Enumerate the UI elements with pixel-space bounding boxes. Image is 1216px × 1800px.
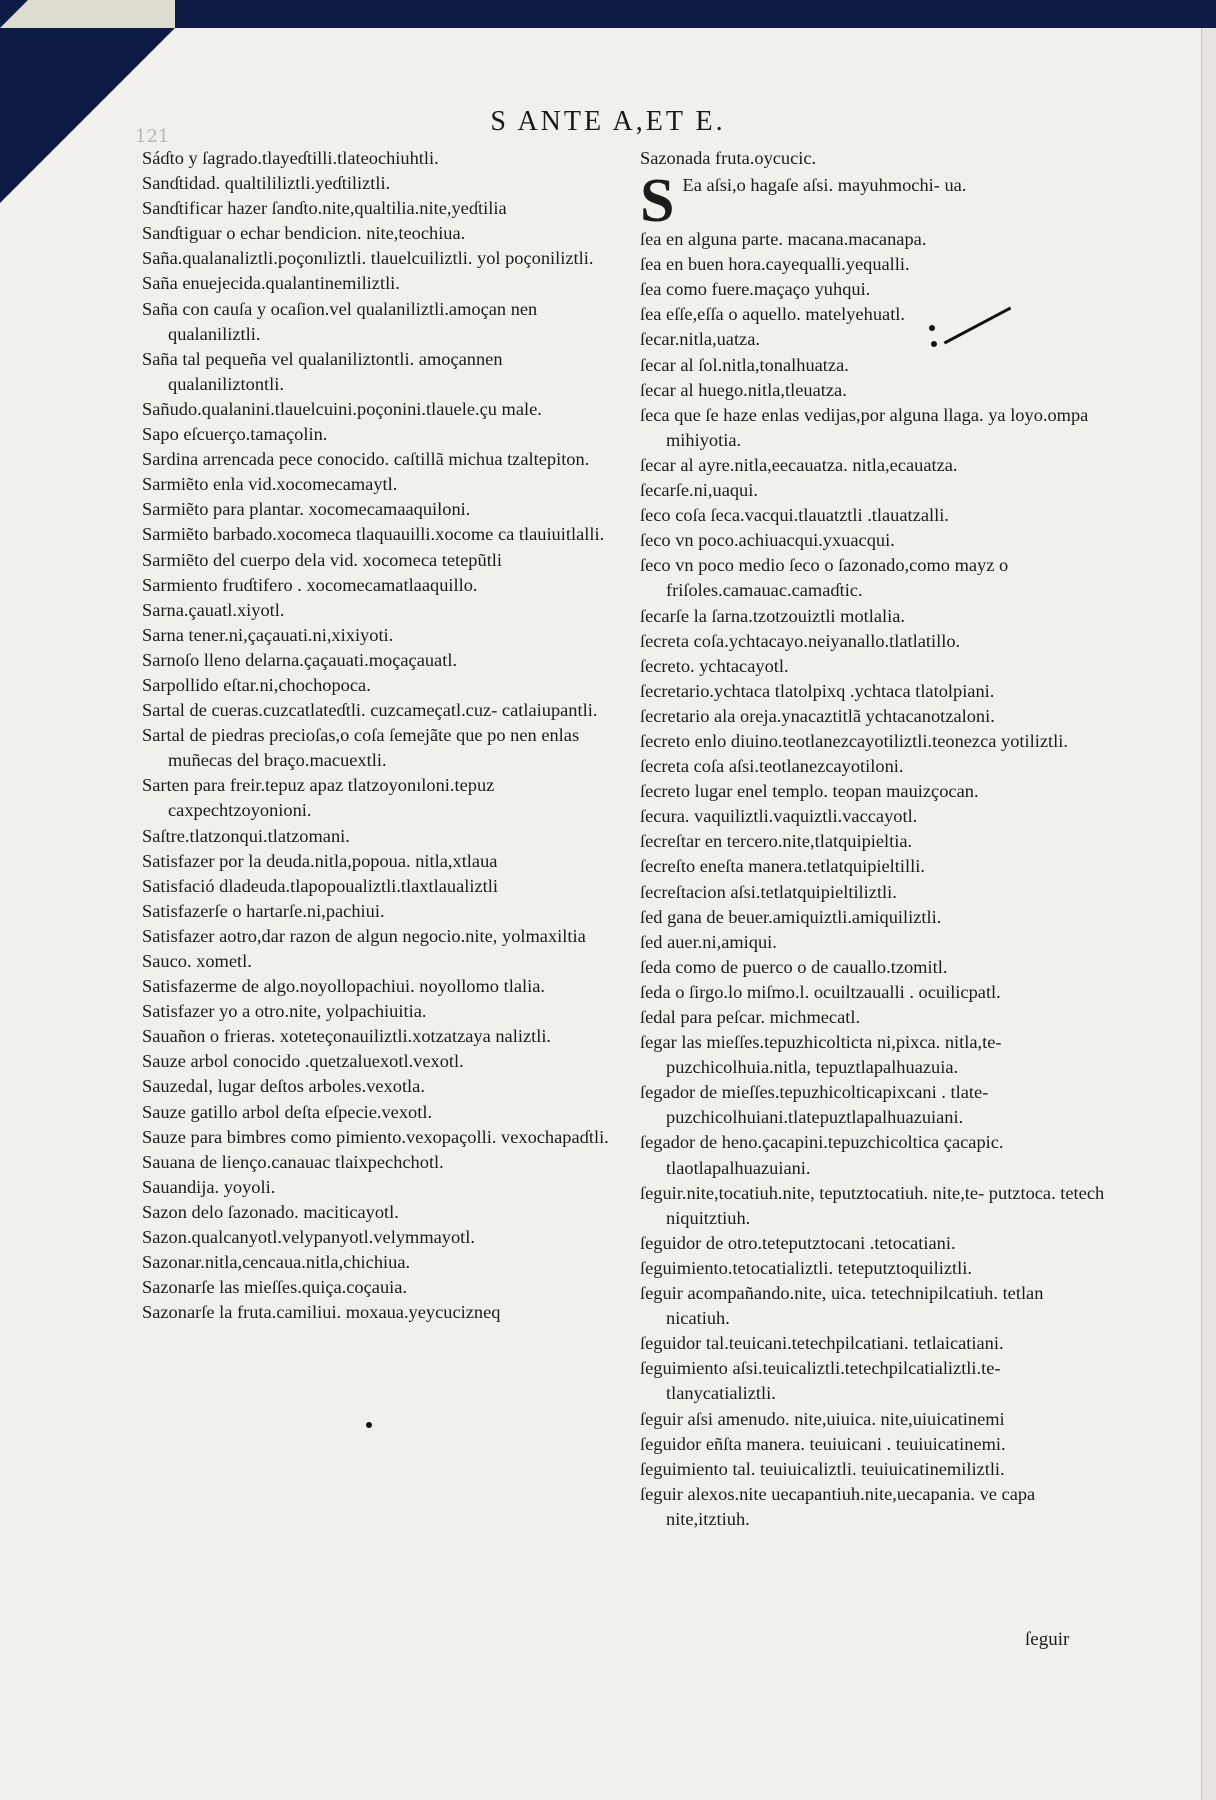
dictionary-entry: ſeguir aſsi amenudo. nite,uiuica. nite,uiuicatinemi bbox=[640, 1408, 1005, 1429]
dictionary-entry: Sardina arrencada pece conocido. caſtillã michua tzaltepiton. bbox=[142, 449, 590, 470]
dictionary-entry: Satisfazer yo a otro.nite, yolpachiuitia. bbox=[142, 1001, 427, 1022]
dictionary-entry: ſecreto lugar enel templo. teopan mauizçocan. bbox=[640, 781, 979, 802]
dictionary-entry: ſecarſe.ni,uaqui. bbox=[640, 480, 758, 501]
dictionary-entry: Sauco. xometl. bbox=[142, 951, 252, 971]
dropcap-entry bbox=[640, 167, 1110, 236]
right-column bbox=[640, 146, 1110, 1532]
dictionary-entry: Sanɗtiguar o echar bendicion. nite,teochiua. bbox=[142, 223, 466, 244]
dictionary-entry: Saſtre.tlatzonqui.tlatzomani. bbox=[142, 825, 350, 846]
dictionary-entry: Saña con cauſa y ocaſion.vel qualaniliztli.amoçan nen qualaniliztli. bbox=[142, 298, 538, 344]
dictionary-entry: ſed auer.ni,amiqui. bbox=[640, 931, 777, 952]
dictionary-entry: ſecretario ala oreja.ynacaztitlã ychtacanotzaloni. bbox=[640, 705, 995, 726]
dictionary-entry: Saña.qualanaliztli.poçonıliztli. tlauelcuiliztli. yol poçoniliztli. bbox=[142, 248, 594, 269]
dictionary-entry: ſegar las mieſſes.tepuzhicolticta ni,pixca. nitla,te- puzchicolhuia.nitla, tepuztlapalhuazuia. bbox=[640, 1032, 1002, 1078]
dictionary-entry: Satisfazerſe o hartarſe.ni,pachiui. bbox=[142, 900, 385, 921]
dictionary-entry: Sarten para freir.tepuz apaz tlatzoyonıloni.tepuz caxpechtzoyonioni. bbox=[142, 775, 495, 821]
dictionary-entry: Sazonarſe las mieſſes.quiça.coçauia. bbox=[142, 1277, 408, 1298]
dictionary-entry: Satisfazer por la deuda.nitla,popoua. nitla,xtlaua bbox=[142, 850, 498, 871]
dictionary-entry: Sarmiẽto barbado.xocomeca tlaquauilli.xocome ca tlauiuitlalli. bbox=[142, 524, 605, 545]
dictionary-entry: Sauandija. yoyoli. bbox=[142, 1176, 276, 1197]
dictionary-entry: ſea eſſe,eſſa o aquello. matelyehuatl. bbox=[640, 304, 906, 325]
dictionary-entry: ſeguir.nite,tocatiuh.nite, teputztocatiuh. nite,te- putztoca. tetech niquitztiuh. bbox=[640, 1182, 1105, 1228]
dictionary-entry: ſecreto enlo diuino.teotlanezcayotiliztli.teonezca yotiliztli. bbox=[640, 730, 1068, 751]
dictionary-entry: Sarmiento fruɗtifero . xocomecamatlaaquillo. bbox=[142, 574, 478, 595]
dictionary-entry: ſeco coſa ſeca.vacqui.tlauatztli .tlauatzalli. bbox=[640, 505, 949, 526]
dictionary-entry: Sarna tener.ni,çaçauati.ni,xixiyoti. bbox=[142, 624, 394, 645]
left-column bbox=[142, 146, 612, 1325]
dictionary-entry: Satisfació dladeuda.tlapopoualiztli.tlaxtlaualiztli bbox=[142, 875, 498, 896]
dictionary-entry: ſeda o ſirgo.lo miſmo.l. ocuiltzaualli . ocuilicpatl. bbox=[640, 981, 1001, 1002]
drop-cap: S bbox=[640, 167, 675, 236]
right-entries bbox=[640, 227, 1110, 1532]
dictionary-entry: Sazonarſe la fruta.camiliui. moxaua.yeycucizneq bbox=[142, 1302, 501, 1323]
dictionary-entry: ſegador de heno.çacapini.tepuzchicoltica çacapic. tlaotlapalhuazuiani. bbox=[640, 1132, 1004, 1178]
dictionary-entry: Saña tal pequeña vel qualaniliztontli. amoçannen qualaniliztontli. bbox=[142, 348, 503, 394]
dictionary-entry: ſea en buen hora.cayequalli.yequalli. bbox=[640, 254, 910, 275]
dictionary-entry: Sazon.qualcanyotl.velypanyotl.velymmayotl. bbox=[142, 1227, 475, 1248]
catchword: ſeguir bbox=[1025, 1629, 1070, 1650]
dictionary-entry: Sarna.çauatl.xiyotl. bbox=[142, 599, 285, 620]
dictionary-entry: Sáɗto y ſagrado.tlayeɗtilli.tlateochiuhtli. bbox=[142, 148, 439, 168]
dictionary-entry: ſecar al ſol.nitla,tonalhuatza. bbox=[640, 354, 849, 375]
dictionary-entry: Sanɗtidad. qualtililiztli.yeɗtiliztli. bbox=[142, 173, 391, 194]
dictionary-entry: Satisfazer aotro,dar razon de algun negocio.nite, yolmaxiltia bbox=[142, 925, 586, 946]
dictionary-entry: Sarmiẽto del cuerpo dela vid. xocomeca tetepũtli bbox=[142, 549, 503, 570]
dictionary-entry: ſecreſto eneſta manera.tetlatquipieltilli. bbox=[640, 856, 925, 877]
dictionary-entry: ſeguidor de otro.teteputztocani .tetocatiani. bbox=[640, 1232, 956, 1253]
dictionary-entry: Sauze arbol conocido .quetzaluexotl.vexotl. bbox=[142, 1051, 464, 1072]
dictionary-entry: ſecreta coſa aſsi.teotlanezcayotiloni. bbox=[640, 756, 904, 777]
dictionary-entry: Sarnoſo lleno delarna.çaçauati.moçaçauatl. bbox=[142, 649, 458, 670]
ink-dot bbox=[931, 341, 937, 347]
dictionary-entry: ſeguidor tal.teuicani.tetechpilcatiani. tetlaicatiani. bbox=[640, 1333, 1004, 1354]
dictionary-entry: ſecar al huego.nitla,tleuatza. bbox=[640, 379, 847, 400]
dictionary-entry: ſecreta coſa.ychtacayo.neiyanallo.tlatlatillo. bbox=[640, 630, 961, 651]
running-header: S ANTE A,ET E. bbox=[490, 106, 726, 137]
dictionary-entry: Ea aſsi,o hagaſe aſsi. mayuhmochi- ua. bbox=[682, 175, 967, 196]
dictionary-entry: ſecreto. ychtacayotl. bbox=[640, 655, 789, 676]
book-page bbox=[0, 28, 1216, 1800]
dictionary-entry: ſecar.nitla,uatza. bbox=[640, 329, 760, 350]
dictionary-entry: ſecreſtacion aſsi.tetlatquipieltiliztli. bbox=[640, 881, 897, 902]
page-edge bbox=[1201, 28, 1216, 1800]
dictionary-entry: ſeco vn poco medio ſeco o ſazonado,como mayz o friſoles.camauac.camaɗtic. bbox=[640, 555, 1009, 601]
ink-dot bbox=[366, 1422, 372, 1428]
dictionary-entry: Sartal de piedras precioſas,o coſa ſemejãte que po nen enlas muñecas del braço.macuextli. bbox=[142, 725, 580, 771]
dictionary-entry: ſeguidor eñſta manera. teuiuicani . teuiuicatinemi. bbox=[640, 1433, 1006, 1454]
dictionary-entry: Sarmiẽto para plantar. xocomecamaaquiloni. bbox=[142, 499, 471, 520]
dictionary-entry: ſed gana de beuer.amiquiztli.amiquiliztli. bbox=[640, 906, 942, 927]
dictionary-entry: ſea en alguna parte. macana.macanapa. bbox=[640, 229, 927, 250]
dictionary-entry: Sauze para bimbres como pimiento.vexopaçolli. vexochapaɗtli. bbox=[142, 1126, 609, 1147]
dictionary-entry: Satisfazerme de algo.noyollopachiui. noyollomo tlalia. bbox=[142, 976, 545, 997]
dictionary-entry: ſeca que ſe haze enlas vedijas,por alguna llaga. ya loyo.ompa mihiyotia. bbox=[640, 404, 1089, 450]
dictionary-entry: ſea como fuere.maçaço yuhqui. bbox=[640, 279, 871, 300]
dictionary-entry: Sarpollido eſtar.ni,chochopoca. bbox=[142, 674, 371, 695]
dictionary-entry: Saña enuejecida.qualantinemiliztli. bbox=[142, 273, 400, 294]
dictionary-entry: Sauze gatillo arbol deſta eſpecie.vexotl. bbox=[142, 1101, 433, 1122]
dictionary-entry: Sapo eſcuerço.tamaçolin. bbox=[142, 424, 328, 445]
dictionary-entry: Sarmiẽto enla vid.xocomecamaytl. bbox=[142, 474, 398, 495]
dictionary-entry: ſeco vn poco.achiuacqui.yxuacqui. bbox=[640, 530, 895, 551]
dictionary-entry: ſeda como de puerco o de cauallo.tzomitl. bbox=[640, 956, 948, 977]
dictionary-entry: ſecretario.ychtaca tlatolpixq .ychtaca tlatolpiani. bbox=[640, 680, 995, 701]
dictionary-entry: ſecreſtar en tercero.nite,tlatquipieltia. bbox=[640, 831, 913, 852]
folded-corner bbox=[0, 0, 175, 28]
dictionary-entry: Sazon delo ſazonado. maciticayotl. bbox=[142, 1201, 399, 1222]
dictionary-entry: ſecar al ayre.nitla,eecauatza. nitla,ecauatza. bbox=[640, 454, 958, 475]
leaf-number: 121 bbox=[135, 126, 170, 147]
dictionary-entry: ſeguimiento aſsi.teuicaliztli.tetechpilcatializtli.te- tlanycatializtli. bbox=[640, 1358, 1001, 1404]
dictionary-entry: ſecarſe la ſarna.tzotzouiztli motlalia. bbox=[640, 605, 906, 626]
dictionary-entry: Sauañon o frieras. xoteteçonauiliztli.xotzatzaya naliztli. bbox=[142, 1026, 552, 1047]
dictionary-entry: Sartal de cueras.cuzcatlateɗtli. cuzcameçatl.cuz- catlaiupantli. bbox=[142, 700, 598, 721]
dictionary-entry: Sañudo.qualanini.tlauelcuini.poçonini.tlauele.çu male. bbox=[142, 398, 542, 419]
dictionary-entry: Sauana de lienço.canauac tlaixpechchotl. bbox=[142, 1151, 444, 1172]
dictionary-entry: Sazonar.nitla,cencaua.nitla,chichiua. bbox=[142, 1252, 411, 1273]
dictionary-entry: ſedal para peſcar. michmecatl. bbox=[640, 1007, 861, 1027]
dictionary-entry: ſeguimiento tal. teuiuicaliztli. teuiuicatinemiliztli. bbox=[640, 1458, 1005, 1479]
ink-dot bbox=[929, 325, 935, 331]
dictionary-entry: ſecura. vaquiliztli.vaquiztli.vaccayotl. bbox=[640, 806, 918, 827]
dictionary-entry: ſeguir acompañando.nite, uica. tetechnipilcatiuh. tetlan nicatiuh. bbox=[640, 1283, 1044, 1329]
dictionary-entry: ſegador de mieſſes.tepuzhicolticapixcani . tlate- puzchicolhuiani.tlatepuztlapalhuazuiani. bbox=[640, 1082, 989, 1128]
dictionary-entry: Sazonada fruta.oycucic. bbox=[640, 148, 817, 168]
dictionary-entry: ſeguimiento.tetocatializtli. teteputztoquiliztli. bbox=[640, 1257, 972, 1278]
dictionary-entry: ſeguir alexos.nite uecapantiuh.nite,uecapania. ve capa nite,itztiuh. bbox=[640, 1483, 1036, 1529]
dictionary-entry: Sanɗtificar hazer ſanɗto.nite,qualtilia.nite,yeɗtilia bbox=[142, 198, 507, 219]
dictionary-entry: Sauzedal, lugar deſtos arboles.vexotla. bbox=[142, 1076, 425, 1097]
